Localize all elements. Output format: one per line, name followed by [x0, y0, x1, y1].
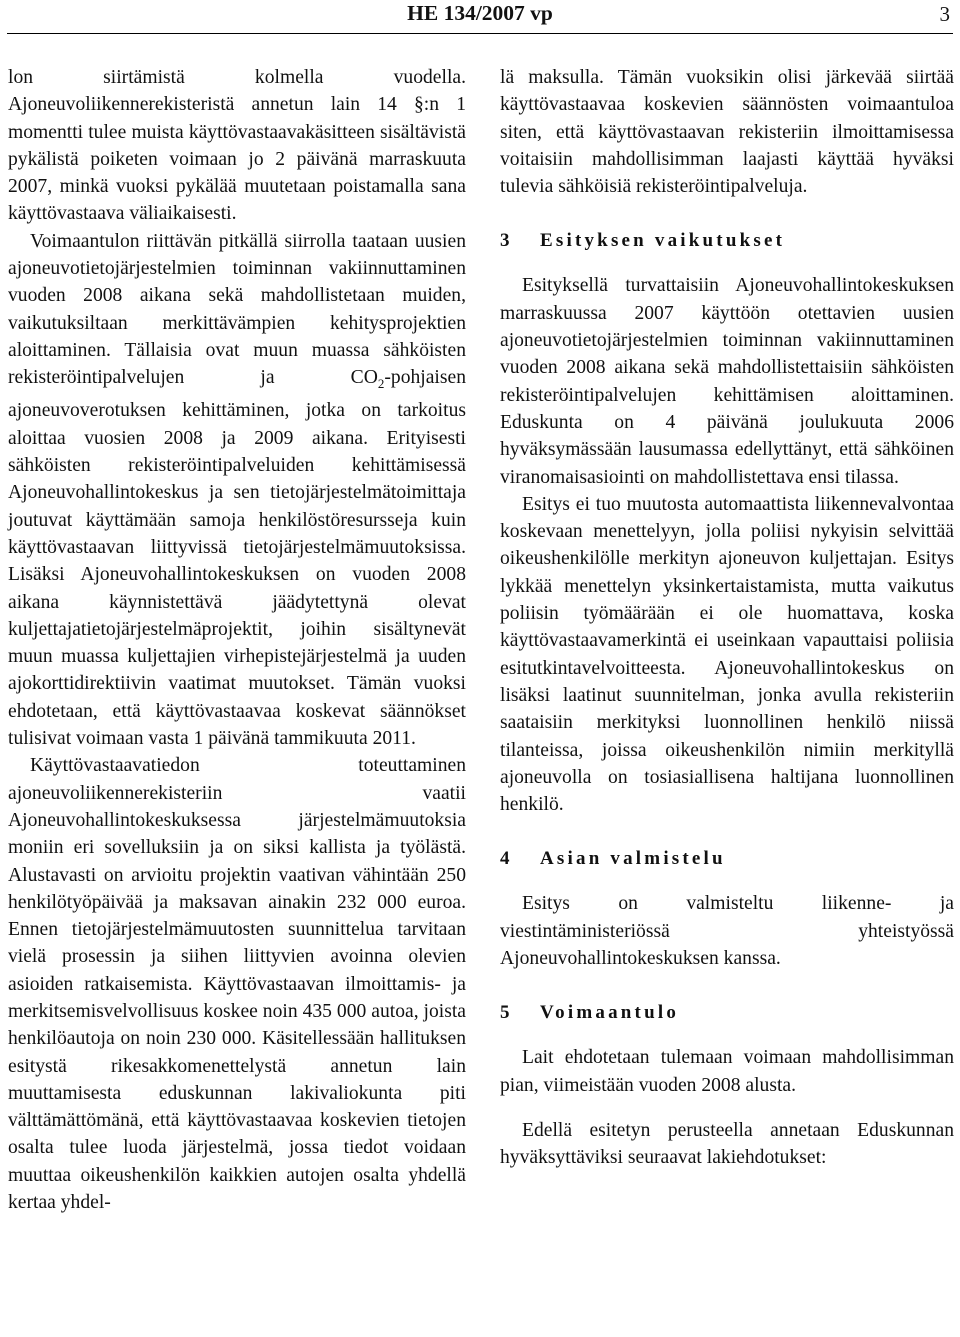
spacer: [500, 254, 954, 272]
left-column: [8, 64, 466, 1216]
spacer: [500, 818, 954, 845]
header-divider: [7, 33, 953, 34]
section-number: 5: [500, 1002, 510, 1024]
paragraph: Edellä esitetyn perusteella annetaan Eduskunnan hyväksyttäviksi seuraavat lakiehdotukset:: [500, 1119, 954, 1169]
spacer: [500, 872, 954, 890]
section-number: 4: [500, 848, 510, 870]
section-heading: [500, 227, 954, 254]
paragraph: [8, 228, 466, 753]
section-number: 3: [500, 230, 510, 252]
document-identifier: HE 134/2007 vp: [407, 1, 553, 25]
paragraph: Esitys on valmisteltu liikenne- ja viestintäministeriössä yhteistyössä Ajoneuvohallintokeskuksen kanssa.: [500, 893, 954, 970]
spacer: [500, 200, 954, 227]
section-title: Esityksen vaikutukset: [540, 230, 786, 252]
right-column: [500, 64, 954, 1172]
paragraph: Käyttövastaavatiedon toteuttaminen ajoneuvoliikennerekisteriin vaatii Ajoneuvohallintokeskuksessa järjestelmämuutoksia moniin eri sovelluksiin ja on siksi kallista ja työlästä. Alustavasti on arvioitu projektin vaativan vähintään 250 henkilötyöpäivää ja maksavan ainakin 232 000 euroa. Ennen tietojärjestelmämuutosten suunnittelua tarvitaan vielä prosessin ja siihen liittyvien avoinna olevien asioiden ratkaisemista. Käyttövastaavan ilmoittamis- ja merkitsemisvelvollisuus koskee noin 435 000 autoa, joista henkilöautoja on noin 230 000. Käsitellessään hallituksen esitystä rikesakkomenettelystä annetun lain muuttamisesta eduskunnan lakivaliokunta piti välttämättömänä, että käyttövastaavaa koskevien tietojen osalta tulee luoda järjestelmä, jossa tiedot voidaan muuttaa oikeushenkilön kaikkien autojen osalta yhdellä kertaa yhdel-: [8, 755, 466, 1214]
section-heading: [500, 845, 954, 872]
section-title: Asian valmistelu: [540, 848, 726, 870]
paragraph: lä maksulla. Tämän vuoksikin olisi järkevää siirtää käyttövastaavaa koskevien säännösten voimaantuloa siten, että käyttövastaavan rekisteriin ilmoittamisessa voitaisiin mahdollisimman laajasti käyttää hyväksi tulevia sähköisiä rekisteröintipalveluja.: [500, 67, 954, 198]
subscript: 2: [377, 376, 385, 392]
section-title: Voimaantulo: [540, 1002, 680, 1024]
paragraph-text: Voimaantulon riittävän pitkällä siirrolla taataan uusien ajoneuvotietojärjestelmien toiminnan vakiinnuttaminen vuoden 2008 aikana sekä mahdollistetaan muiden, vaikutuksiltaan merkittävämpien kehitysprojektien aloittaminen. Tällaisia ovat muun muassa sähköisten rekisteröintipalvelujen ja CO: [8, 230, 466, 389]
paragraph: lon siirtämistä kolmella vuodella. Ajoneuvoliikennerekisteristä annetun lain 14 §:n 1 momentti tulee muista käyttövastaavakäsitteen sisältävistä pykälistä poiketen voimaan jo 2 päivänä marraskuuta 2007, minkä vuoksi pykälää muutetaan poistamalla sana käyttövastaava väliaikaisesti.: [8, 67, 466, 225]
paragraph: Lait ehdotetaan tulemaan voimaan mahdollisimman pian, viimeistään vuoden 2008 alusta.: [500, 1047, 954, 1096]
spacer: [500, 972, 954, 999]
page-number: 3: [939, 2, 950, 26]
paragraph: Esityksellä turvattaisiin Ajoneuvohallintokeskuksen marraskuussa 2007 käyttöön otettavien uusien ajoneuvotietojärjestelmien toiminnan vakiinnuttaminen vuoden 2008 aikana sekä mahdollistettaisiin sähköisten rekisteröintipalvelujen kehittämisen aloittaminen. Eduskunta on 4 päivänä joulukuuta 2006 hyväksymässään lausumassa edellyttänyt, että sähköinen viranomaisasiointi on mahdollistettava ensi tilassa.: [500, 275, 954, 488]
spacer: [500, 1099, 954, 1117]
spacer: [500, 1026, 954, 1044]
paragraph-text: -pohjaisen ajoneuvoverotuksen kehittäminen, jotka on tarkoitus aloittaa vuosien 2008 ja 2009 aikana. Erityisesti sähköisten rekisteröintipalveluiden kehittämisessä Ajoneuvohallintokeskus ja sen tietojärjestelmätoimittaja joutuvat käyttämään samoja henkilöstöresursseja kuin käyttövastaavan liittyvissä tietojärjestelmämuutoksissa. Lisäksi Ajoneuvohallintokeskuksen on vuoden 2008 aikana käynnistettävä jäädytettynä olevat kuljettajatietojärjestelmäprojektit, joihin sisältynevät muun muassa kuljettajien virhepistejärjestelmä ja uuden ajokorttidirektiivin vaatimat muutokset. Tämän vuoksi ehdotetaan, että käyttövastaavaa koskevat säännökset tulisivat voimaan vasta 1 päivänä tammikuuta 2011.: [8, 367, 466, 750]
page-header: [0, 0, 960, 38]
section-heading: [500, 999, 954, 1026]
paragraph: Esitys ei tuo muutosta automaattista liikennevalvontaa koskevaan menettelyyn, jolla poliisi nykyisin selvittää oikeushenkilölle merkityn ajoneuvon kuljettajan. Esitys lykkää menettelyn yksinkertaistamista, mutta vaikutus poliisin työmäärään ei ole huomattava, koska käyttövastaavamerkintä ei useinkaan vapauttaisi poliisia esitutkintavelvoitteesta. Ajoneuvohallintokeskus on lisäksi laatinut suunnitelman, jonka avulla rekisteriin saataisiin merkityksi luonnollinen henkilö niissä tilanteissa, joissa oikeushenkilön nimiin merkityllä ajoneuvolla on tosiasiallisena haltijana luonnollinen henkilö.: [500, 493, 954, 816]
